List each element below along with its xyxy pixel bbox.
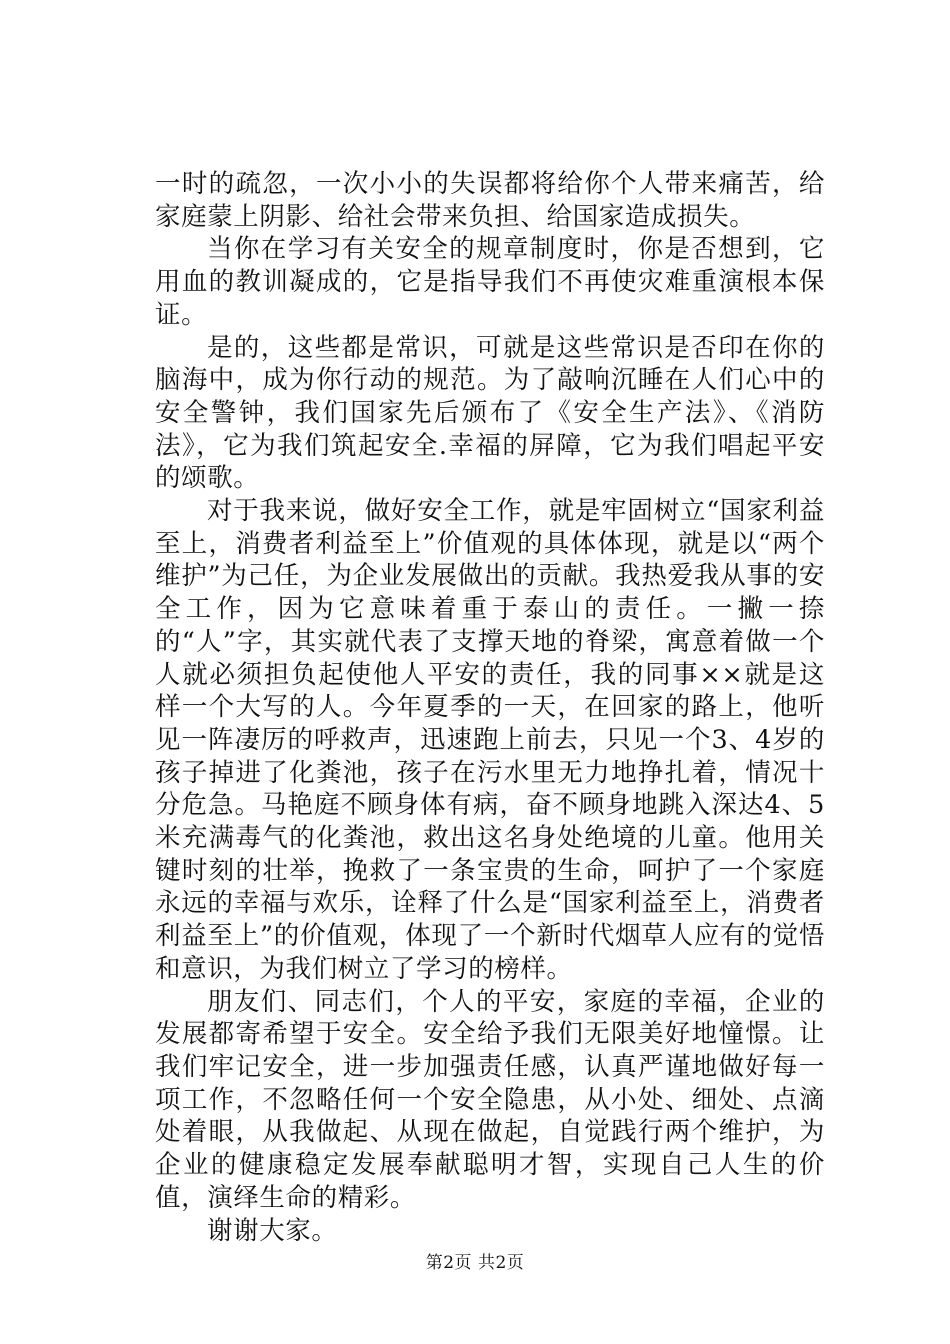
paragraph-5: 朋友们、同志们，个人的平安，家庭的幸福，企业的发展都寄希望于安全。安全给予我们无限美好地憧憬。让我们牢记安全，进一步加强责任感，认真严谨地做好每一项工作，不忽略任何一个安全隐患，从小处、细处、点滴处着眼，从我做起、从现在做起，自觉践行两个维护，为企业的健康稳定发展奉献聪明才智，实现自己人生的价值，演绎生命的精彩。 <box>155 986 825 1213</box>
paragraph-3: 是的，这些都是常识，可就是这些常识是否印在你的脑海中，成为你行动的规范。为了敲响沉睡在人们心中的安全警钟，我们国家先后颁布了《安全生产法》、《消防法》，它为我们筑起安全.幸福的屏障，它为我们唱起平安的颂歌。 <box>155 332 825 494</box>
paragraph-4: 对于我来说，做好安全工作，就是牢固树立“国家利益至上，消费者利益至上”价值观的具体体现，就是以“两个维护”为己任，为企业发展做出的贡献。我热爱我从事的安全工作，因为它意味着重于泰山的责任。一撇一捺的“人”字，其实就代表了支撑天地的脊梁，寓意着做一个人就必须担负起使他人平安的责任，我的同事××就是这样一个大写的人。今年夏季的一天，在回家的路上，他听见一阵凄厉的呼救声，迅速跑上前去，只见一个3、4岁的孩子掉进了化粪池，孩子在污水里无力地挣扎着，情况十分危急。马艳庭不顾身体有病，奋不顾身地跳入深达4、5米充满毒气的化粪池，救出这名身处绝境的儿童。他用关键时刻的壮举，挽救了一条宝贵的生命，呵护了一个家庭永远的幸福与欢乐，诠释了什么是“国家利益至上，消费者利益至上”的价值观，体现了一个新时代烟草人应有的觉悟和意识，为我们树立了学习的榜样。 <box>155 496 825 984</box>
paragraph-1: 一时的疏忽，一次小小的失误都将给你个人带来痛苦，给家庭蒙上阴影、给社会带来负担、给国家造成损失。 <box>155 169 825 232</box>
page-footer: 第2页 共2页 <box>425 1253 525 1273</box>
paragraph-6: 谢谢大家。 <box>207 1215 338 1246</box>
paragraph-2: 当你在学习有关安全的规章制度时，你是否想到，它用血的教训凝成的，它是指导我们不再使灾难重演根本保证。 <box>155 234 825 330</box>
document-body <box>155 168 825 1247</box>
